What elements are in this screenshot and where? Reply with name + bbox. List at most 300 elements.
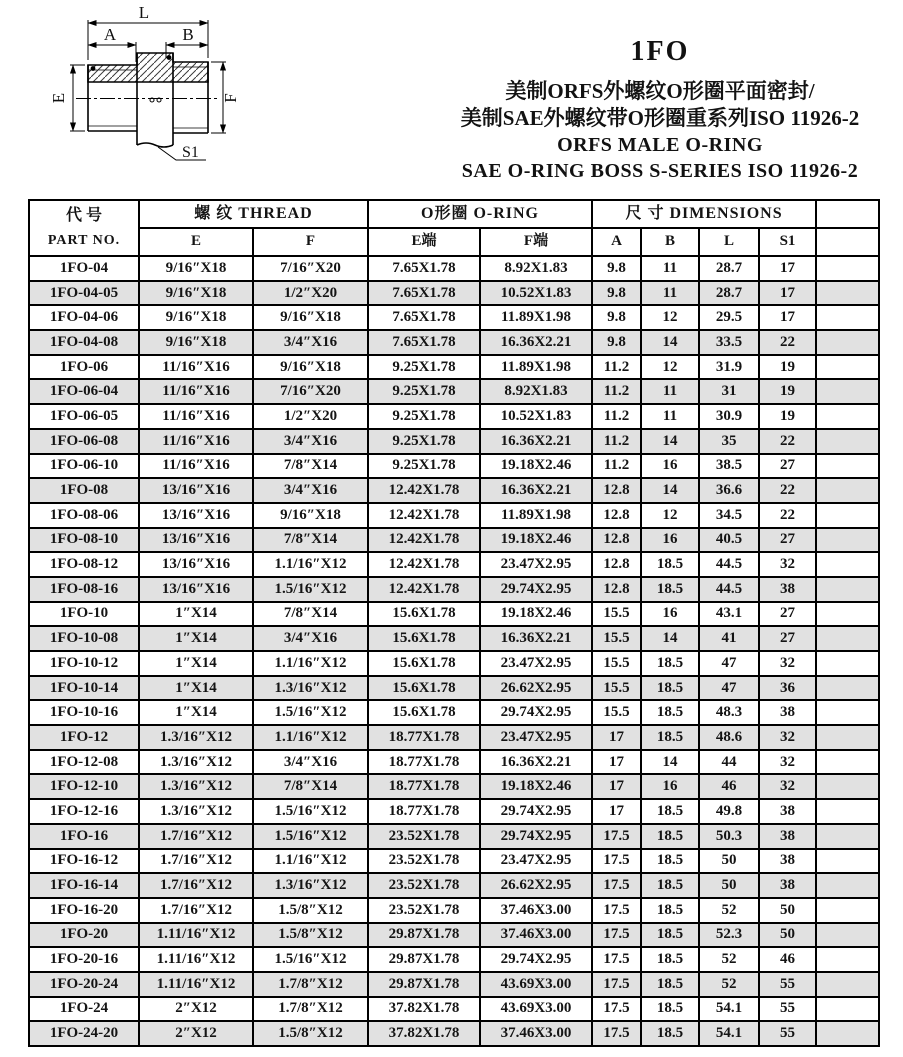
table-cell — [816, 1021, 879, 1046]
table-cell: 15.6X1.78 — [368, 700, 480, 725]
table-cell: 17.5 — [592, 873, 641, 898]
header-col-f-end: F端 — [480, 228, 592, 256]
table-cell: 3/4″X16 — [253, 330, 368, 355]
table-cell: 11 — [641, 379, 699, 404]
table-cell — [816, 700, 879, 725]
table-cell: 1.11/16″X12 — [139, 972, 253, 997]
table-cell: 49.8 — [699, 799, 759, 824]
table-cell: 14 — [641, 330, 699, 355]
table-cell — [816, 898, 879, 923]
table-cell: 1.5/8″X12 — [253, 898, 368, 923]
table-cell: 18.5 — [641, 725, 699, 750]
table-cell: 52 — [699, 898, 759, 923]
table-cell: 41 — [699, 626, 759, 651]
dim-label-e: E — [49, 92, 68, 104]
table-cell — [816, 305, 879, 330]
table-cell — [816, 503, 879, 528]
table-cell: 12.42X1.78 — [368, 503, 480, 528]
table-cell: 11.89X1.98 — [480, 503, 592, 528]
table-cell: 29.87X1.78 — [368, 947, 480, 972]
table-cell: 1FO-04 — [29, 256, 139, 281]
dim-label-l: L — [138, 3, 150, 22]
table-cell: 15.5 — [592, 676, 641, 701]
table-cell: 17.5 — [592, 923, 641, 948]
table-cell: 1FO-06-04 — [29, 379, 139, 404]
table-cell: 7.65X1.78 — [368, 330, 480, 355]
table-cell: 1FO-12 — [29, 725, 139, 750]
table-cell: 1FO-04-06 — [29, 305, 139, 330]
table-cell: 17.5 — [592, 1021, 641, 1046]
table-cell: 1FO-10-14 — [29, 676, 139, 701]
spec-table — [28, 199, 880, 1047]
header-col-b: B — [641, 228, 699, 256]
table-cell: 7.65X1.78 — [368, 305, 480, 330]
table-cell: 17 — [759, 305, 816, 330]
table-cell: 17 — [592, 750, 641, 775]
table-cell: 34.5 — [699, 503, 759, 528]
table-cell: 1″X14 — [139, 700, 253, 725]
table-cell: 1FO-08-12 — [29, 552, 139, 577]
table-row — [29, 330, 879, 355]
table-cell: 18.5 — [641, 849, 699, 874]
table-cell: 1.3/16″X12 — [139, 774, 253, 799]
table-cell: 50 — [699, 873, 759, 898]
title-chinese-line2: 美制SAE外螺纹带O形圈重系列ISO 11926-2 — [460, 106, 860, 130]
header-oring-group: O形圈 O-RING — [368, 200, 592, 228]
table-cell — [816, 972, 879, 997]
table-cell: 22 — [759, 503, 816, 528]
table-cell: 12.8 — [592, 577, 641, 602]
table-cell — [816, 774, 879, 799]
dim-label-f: F — [221, 93, 240, 103]
table-cell — [816, 947, 879, 972]
table-cell: 19 — [759, 404, 816, 429]
table-cell: 7/8″X14 — [253, 528, 368, 553]
table-cell: 50 — [759, 898, 816, 923]
table-cell: 22 — [759, 429, 816, 454]
table-cell: 12.8 — [592, 478, 641, 503]
table-cell: 27 — [759, 528, 816, 553]
table-row — [29, 602, 879, 627]
table-cell: 1FO-08-16 — [29, 577, 139, 602]
table-cell: 38 — [759, 700, 816, 725]
table-cell: 1.3/16″X12 — [139, 725, 253, 750]
header-sub-row — [29, 228, 879, 256]
table-row — [29, 429, 879, 454]
table-cell — [816, 676, 879, 701]
table-cell: 23.52X1.78 — [368, 898, 480, 923]
table-cell: 37.46X3.00 — [480, 1021, 592, 1046]
table-cell: 15.6X1.78 — [368, 602, 480, 627]
table-row — [29, 478, 879, 503]
table-cell: 12.42X1.78 — [368, 552, 480, 577]
header-col-s1: S1 — [759, 228, 816, 256]
table-cell: 11 — [641, 256, 699, 281]
oring-dot-left — [91, 66, 96, 71]
table-row — [29, 404, 879, 429]
table-cell: 18.5 — [641, 947, 699, 972]
table-cell: 14 — [641, 750, 699, 775]
dim-label-a: A — [103, 25, 117, 44]
table-cell: 18.5 — [641, 676, 699, 701]
table-cell — [816, 404, 879, 429]
table-cell: 30.9 — [699, 404, 759, 429]
table-cell: 37.82X1.78 — [368, 1021, 480, 1046]
table-cell: 1.3/16″X12 — [139, 799, 253, 824]
header-part-no — [29, 200, 139, 256]
header-col-e-end: E端 — [368, 228, 480, 256]
title-english-line1: ORFS MALE O-RING — [557, 134, 763, 156]
table-cell: 1.1/16″X12 — [253, 552, 368, 577]
table-cell: 16.36X2.21 — [480, 626, 592, 651]
dim-label-b: B — [182, 25, 194, 44]
table-cell: 1.5/8″X12 — [253, 923, 368, 948]
table-cell — [816, 602, 879, 627]
table-cell — [816, 725, 879, 750]
table-cell: 9.8 — [592, 330, 641, 355]
table-row — [29, 873, 879, 898]
table-cell: 40.5 — [699, 528, 759, 553]
table-cell: 46 — [699, 774, 759, 799]
table-row — [29, 577, 879, 602]
table-cell: 9/16″X18 — [139, 281, 253, 306]
table-cell: 17.5 — [592, 849, 641, 874]
table-cell: 1FO-10-16 — [29, 700, 139, 725]
table-row — [29, 256, 879, 281]
table-cell: 38 — [759, 577, 816, 602]
table-row — [29, 824, 879, 849]
table-cell: 15.6X1.78 — [368, 676, 480, 701]
table-cell: 1FO-10-12 — [29, 651, 139, 676]
table-cell: 18.5 — [641, 1021, 699, 1046]
table-cell: 11.2 — [592, 379, 641, 404]
table-cell: 32 — [759, 750, 816, 775]
table-cell: 1.7/8″X12 — [253, 972, 368, 997]
table-cell: 27 — [759, 602, 816, 627]
table-cell: 1FO-20-24 — [29, 972, 139, 997]
header-thread-group: 螺 纹 THREAD — [139, 200, 368, 228]
table-cell: 15.6X1.78 — [368, 651, 480, 676]
table-cell: 1FO-24-20 — [29, 1021, 139, 1046]
oring-dot-right — [167, 55, 172, 60]
fitting-technical-drawing — [0, 0, 310, 198]
table-row — [29, 849, 879, 874]
table-cell: 44.5 — [699, 552, 759, 577]
table-cell: 29.74X2.95 — [480, 700, 592, 725]
table-cell: 26.62X2.95 — [480, 676, 592, 701]
table-cell: 11/16″X16 — [139, 429, 253, 454]
table-cell: 17.5 — [592, 997, 641, 1022]
table-cell: 18.77X1.78 — [368, 774, 480, 799]
table-cell — [816, 330, 879, 355]
table-cell: 32 — [759, 651, 816, 676]
table-cell: 38 — [759, 873, 816, 898]
table-cell: 1.1/16″X12 — [253, 651, 368, 676]
table-cell: 29.74X2.95 — [480, 799, 592, 824]
table-cell: 23.47X2.95 — [480, 725, 592, 750]
table-cell: 7/8″X14 — [253, 774, 368, 799]
table-cell: 19.18X2.46 — [480, 454, 592, 479]
table-cell: 1.5/16″X12 — [253, 824, 368, 849]
table-cell — [816, 651, 879, 676]
table-cell: 12.8 — [592, 503, 641, 528]
table-cell — [816, 824, 879, 849]
table-cell — [816, 626, 879, 651]
table-cell: 13/16″X16 — [139, 528, 253, 553]
table-cell: 26.62X2.95 — [480, 873, 592, 898]
table-cell — [816, 997, 879, 1022]
table-row — [29, 503, 879, 528]
table-cell: 18.5 — [641, 972, 699, 997]
table-cell: 17 — [592, 774, 641, 799]
table-cell: 11.89X1.98 — [480, 355, 592, 380]
table-cell: 38 — [759, 799, 816, 824]
table-cell: 1FO-06-08 — [29, 429, 139, 454]
table-cell: 1FO-06 — [29, 355, 139, 380]
dim-label-s1: S1 — [182, 144, 199, 161]
title-chinese-line1: 美制ORFS外螺纹O形圈平面密封/ — [505, 79, 815, 103]
table-cell: 32 — [759, 725, 816, 750]
table-cell: 29.74X2.95 — [480, 577, 592, 602]
table-cell: 43.69X3.00 — [480, 972, 592, 997]
table-cell: 16 — [641, 454, 699, 479]
table-cell: 3/4″X16 — [253, 478, 368, 503]
table-cell: 7.65X1.78 — [368, 256, 480, 281]
table-cell: 12 — [641, 503, 699, 528]
table-cell: 9.25X1.78 — [368, 429, 480, 454]
table-cell: 1.7/16″X12 — [139, 849, 253, 874]
table-cell: 16 — [641, 528, 699, 553]
table-cell: 1FO-08-06 — [29, 503, 139, 528]
table-cell: 29.74X2.95 — [480, 947, 592, 972]
table-cell: 9/16″X18 — [139, 330, 253, 355]
table-cell: 1.11/16″X12 — [139, 923, 253, 948]
table-cell: 1.7/16″X12 — [139, 873, 253, 898]
table-row — [29, 676, 879, 701]
table-cell: 43.69X3.00 — [480, 997, 592, 1022]
table-cell: 1″X14 — [139, 602, 253, 627]
table-cell: 36.6 — [699, 478, 759, 503]
table-cell: 37.46X3.00 — [480, 898, 592, 923]
table-cell: 14 — [641, 429, 699, 454]
table-cell: 11/16″X16 — [139, 379, 253, 404]
table-cell: 52 — [699, 947, 759, 972]
table-cell: 7/8″X14 — [253, 602, 368, 627]
table-cell: 18.77X1.78 — [368, 750, 480, 775]
table-cell: 19.18X2.46 — [480, 602, 592, 627]
table-cell — [816, 454, 879, 479]
series-code: 1FO — [630, 36, 690, 67]
table-cell: 22 — [759, 330, 816, 355]
table-cell: 13/16″X16 — [139, 503, 253, 528]
table-cell: 1FO-10 — [29, 602, 139, 627]
table-row — [29, 305, 879, 330]
table-cell: 9.8 — [592, 256, 641, 281]
table-cell: 1″X14 — [139, 676, 253, 701]
table-cell: 35 — [699, 429, 759, 454]
table-cell: 28.7 — [699, 281, 759, 306]
table-cell: 19 — [759, 355, 816, 380]
table-cell: 1FO-16-20 — [29, 898, 139, 923]
table-cell — [816, 355, 879, 380]
table-cell: 12.8 — [592, 528, 641, 553]
table-cell: 18.5 — [641, 577, 699, 602]
table-cell: 54.1 — [699, 1021, 759, 1046]
table-cell: 13/16″X16 — [139, 478, 253, 503]
table-cell: 17 — [759, 281, 816, 306]
table-cell: 8.92X1.83 — [480, 379, 592, 404]
header-part-no-en: PART NO. — [47, 233, 121, 248]
table-cell: 9.8 — [592, 281, 641, 306]
table-cell: 27 — [759, 454, 816, 479]
table-cell: 12.42X1.78 — [368, 577, 480, 602]
table-cell: 12.42X1.78 — [368, 528, 480, 553]
table-cell: 1.11/16″X12 — [139, 947, 253, 972]
table-cell: 1FO-06-05 — [29, 404, 139, 429]
table-cell: 9/16″X18 — [139, 305, 253, 330]
table-row — [29, 700, 879, 725]
table-cell: 18.5 — [641, 651, 699, 676]
table-cell: 1/2″X20 — [253, 404, 368, 429]
header-part-no-zh: 代 号 — [65, 207, 102, 224]
table-cell: 38.5 — [699, 454, 759, 479]
table-cell: 23.52X1.78 — [368, 824, 480, 849]
table-cell: 19 — [759, 379, 816, 404]
table-row — [29, 725, 879, 750]
table-cell: 1.5/16″X12 — [253, 700, 368, 725]
table-cell: 1.3/16″X12 — [139, 750, 253, 775]
table-cell: 9.25X1.78 — [368, 355, 480, 380]
table-cell: 50.3 — [699, 824, 759, 849]
table-cell: 17.5 — [592, 898, 641, 923]
table-cell: 1.3/16″X12 — [253, 676, 368, 701]
table-cell: 48.3 — [699, 700, 759, 725]
table-cell — [816, 849, 879, 874]
table-row — [29, 898, 879, 923]
table-cell — [816, 873, 879, 898]
table-cell: 9.25X1.78 — [368, 404, 480, 429]
table-cell: 11/16″X16 — [139, 454, 253, 479]
table-cell: 17 — [759, 256, 816, 281]
table-cell: 11/16″X16 — [139, 355, 253, 380]
table-cell: 11.2 — [592, 454, 641, 479]
table-cell: 11.89X1.98 — [480, 305, 592, 330]
table-cell: 7/8″X14 — [253, 454, 368, 479]
table-cell: 10.52X1.83 — [480, 281, 592, 306]
table-cell: 1.7/8″X12 — [253, 997, 368, 1022]
table-cell: 11.2 — [592, 429, 641, 454]
fitting-section-upper — [88, 53, 208, 82]
table-cell: 23.47X2.95 — [480, 849, 592, 874]
table-cell: 55 — [759, 997, 816, 1022]
table-cell: 1FO-12-16 — [29, 799, 139, 824]
table-cell: 31 — [699, 379, 759, 404]
table-cell — [816, 923, 879, 948]
table-cell: 31.9 — [699, 355, 759, 380]
table-row — [29, 997, 879, 1022]
table-cell — [816, 256, 879, 281]
table-cell: 1.5/8″X12 — [253, 1021, 368, 1046]
table-body — [29, 256, 879, 1046]
table-cell: 1.5/16″X12 — [253, 947, 368, 972]
table-cell: 1″X14 — [139, 651, 253, 676]
table-cell: 1″X14 — [139, 626, 253, 651]
table-cell: 52 — [699, 972, 759, 997]
table-cell: 18.5 — [641, 799, 699, 824]
table-cell: 47 — [699, 676, 759, 701]
table-cell: 55 — [759, 972, 816, 997]
table-cell: 17 — [592, 725, 641, 750]
header-group-row — [29, 200, 879, 228]
table-cell: 29.5 — [699, 305, 759, 330]
header-blank-top — [816, 200, 879, 228]
table-cell: 23.47X2.95 — [480, 651, 592, 676]
table-cell: 16.36X2.21 — [480, 330, 592, 355]
table-cell: 1.7/16″X12 — [139, 898, 253, 923]
table-cell: 32 — [759, 774, 816, 799]
table-cell: 23.52X1.78 — [368, 873, 480, 898]
dimension-lines — [70, 20, 226, 160]
table-cell: 1FO-12-08 — [29, 750, 139, 775]
table-cell: 19.18X2.46 — [480, 528, 592, 553]
table-cell — [816, 281, 879, 306]
table-cell: 12 — [641, 305, 699, 330]
table-row — [29, 750, 879, 775]
table-row — [29, 355, 879, 380]
table-cell: 15.5 — [592, 651, 641, 676]
table-cell: 16 — [641, 774, 699, 799]
table-cell — [816, 528, 879, 553]
table-cell: 13/16″X16 — [139, 577, 253, 602]
table-cell: 29.87X1.78 — [368, 923, 480, 948]
table-cell: 38 — [759, 849, 816, 874]
table-cell: 9/16″X18 — [253, 355, 368, 380]
header-col-a: A — [592, 228, 641, 256]
header-col-l: L — [699, 228, 759, 256]
table-cell: 9.8 — [592, 305, 641, 330]
table-cell: 38 — [759, 824, 816, 849]
table-cell: 1.5/16″X12 — [253, 799, 368, 824]
table-cell: 17.5 — [592, 824, 641, 849]
table-cell: 2″X12 — [139, 997, 253, 1022]
table-cell: 18.77X1.78 — [368, 799, 480, 824]
table-cell: 27 — [759, 626, 816, 651]
table-cell: 1FO-06-10 — [29, 454, 139, 479]
table-cell: 29.87X1.78 — [368, 972, 480, 997]
table-cell: 14 — [641, 626, 699, 651]
table-cell: 1FO-08-10 — [29, 528, 139, 553]
table-cell: 1.3/16″X12 — [253, 873, 368, 898]
table-cell: 50 — [759, 923, 816, 948]
table-row — [29, 923, 879, 948]
table-cell: 18.5 — [641, 898, 699, 923]
table-cell: 3/4″X16 — [253, 750, 368, 775]
table-cell: 1.5/16″X12 — [253, 577, 368, 602]
table-cell: 54.1 — [699, 997, 759, 1022]
table-row — [29, 528, 879, 553]
table-cell: 17.5 — [592, 947, 641, 972]
table-cell: 11.2 — [592, 404, 641, 429]
table-cell — [816, 552, 879, 577]
table-cell: 23.47X2.95 — [480, 552, 592, 577]
table-cell: 18.5 — [641, 700, 699, 725]
table-cell: 43.1 — [699, 602, 759, 627]
table-cell: 18.5 — [641, 824, 699, 849]
table-cell: 1FO-12-10 — [29, 774, 139, 799]
table-cell: 52.3 — [699, 923, 759, 948]
table-cell: 7/16″X20 — [253, 256, 368, 281]
table-cell: 16.36X2.21 — [480, 429, 592, 454]
